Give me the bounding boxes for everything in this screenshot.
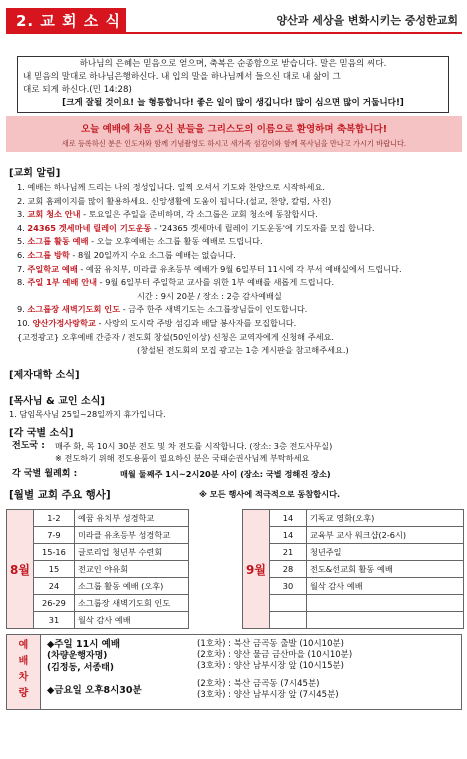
news-item	[17, 235, 457, 249]
calendar-row	[7, 578, 189, 595]
sunday-route: (3호차) : 양산 남부시장 앞 (10시15분)	[197, 661, 344, 671]
news-item-highlight: 주일 1부 예배 안내	[27, 277, 98, 288]
news-item-text: {고정광고} 오후예배 간증자 / 전도회 창설(50인이상) 신청은 교역자에게 신청해 주세요.	[17, 331, 335, 342]
news-item-highlight: 주일학교 예배	[27, 263, 78, 274]
month-label: 8월	[7, 510, 34, 629]
worship-vehicle-box	[6, 634, 462, 710]
news-item-highlight: 소그룹 활동 예배	[27, 236, 89, 247]
news-item-text: - 8월 20일까지 수요 소그룹 예배는 없습니다.	[69, 249, 236, 260]
news-item	[17, 208, 457, 222]
event-date: 15	[33, 561, 74, 578]
news-item-text: 2. 교회 홈페이지를 많이 활용하세요. 신앙생활에 도움이 됩니다.(설교, 찬양, 칼럼, 사진)	[17, 195, 332, 206]
news-item-text: - 토요일은 주일을 준비하며, 각 소그룹은 교회 청소에 동참합시다.	[80, 209, 318, 220]
news-item	[17, 290, 457, 304]
news-item-text: - 9월 6일부터 주일학교 교사를 위한 1부 예배를 새롭게 드립니다.	[97, 277, 335, 288]
news-item	[17, 344, 457, 358]
church-slogan: 양산과 세상을 변화시키는 중성한교회	[276, 14, 458, 27]
event-name: 글로리업 청년부 수련회	[74, 544, 188, 561]
friday-route: (2호차) : 북산 금곡동 (7시45분)	[197, 679, 320, 689]
seminary-heading: [제자대학 소식]	[9, 370, 80, 381]
news-item-text: - 예꿈 유치부, 미라클 유초등부 예배가 9월 6일부터 11시에 각 부서 예배실에서 드립니다.	[77, 263, 402, 274]
pastor-news-heading: [목사님 & 교인 소식]	[9, 396, 105, 407]
news-item	[17, 181, 457, 195]
calendar-row	[7, 527, 189, 544]
driver-names: (김정동, 서종태)	[47, 663, 114, 673]
event-date: 21	[269, 544, 306, 561]
news-item	[17, 249, 457, 263]
calendar-note: ※ 모든 행사에 적극적으로 동참합시다.	[199, 489, 341, 499]
event-date: 7-9	[33, 527, 74, 544]
event-date: 14	[269, 510, 306, 527]
header-divider	[126, 32, 462, 34]
calendar-row	[7, 510, 189, 527]
news-item-text: - 오늘 오후예배는 소그룹 활동 예배로 드립니다.	[88, 236, 263, 247]
friday-service-title: ◆금요일 오후8시30분	[47, 685, 142, 696]
calendar-header	[9, 487, 467, 503]
news-item-text: 9.	[17, 304, 28, 315]
news-item-text: 8.	[17, 277, 28, 288]
event-name: 교육부 교사 워크샵(2-6시)	[306, 527, 463, 544]
section-header	[6, 8, 462, 34]
verse-line: 내 믿음의 말대로 하나님은행하신다. 내 입의 말을 하나님께서 들으신 대로 내 삶이 그	[23, 72, 341, 82]
verse-affirmation: [크게 잘될 것이요! 늘 형통합니다! 좋은 일이 많이 생깁니다! 많이 심으면 많이 거둡니다!]	[62, 98, 404, 108]
news-item-text: 4.	[17, 222, 28, 233]
news-item-text: 6.	[17, 249, 28, 260]
news-item-highlight: 소그룹장 새벽기도회 인도	[27, 304, 121, 315]
event-name	[306, 595, 463, 612]
verse-line: 대로 되게 하신다.(민 14:28)	[23, 85, 132, 95]
calendar-row	[7, 544, 189, 561]
news-item-highlight: 소그룹 방학	[27, 249, 70, 260]
calendar-august	[6, 509, 189, 629]
news-item	[17, 222, 457, 236]
news-item-text: - '24365 겟세마네 릴레이 기도운동'에 기도자를 모집 합니다.	[151, 222, 375, 233]
vehicle-label-char: 배	[18, 656, 29, 667]
news-item-text: 7.	[17, 263, 28, 274]
event-name: 청년주일	[306, 544, 463, 561]
friday-route: (3호차) : 양산 남부시장 앞 (7시45분)	[197, 690, 339, 700]
event-name: 미라클 유초등부 성경학교	[74, 527, 188, 544]
calendar-row	[7, 595, 189, 612]
news-item	[17, 195, 457, 209]
vehicle-label-char: 예	[18, 640, 29, 651]
event-date: 26-29	[33, 595, 74, 612]
calendar-row	[243, 510, 464, 527]
welcome-banner	[6, 116, 462, 152]
driver-label: (차량운행자명)	[47, 651, 108, 661]
sunday-service-title: ◆주일 11시 예배	[47, 639, 121, 650]
church-news-heading: [교회 알림]	[9, 168, 61, 179]
welcome-subtitle: 새로 등록하신 분은 인도자와 함께 기념촬영도 하시고 새가족 섬김이와 함께 목사님을 만나고 가시기 바랍니다.	[61, 139, 407, 148]
calendar-row	[243, 561, 464, 578]
welcome-title: 오늘 예배에 처음 오신 분들을 그리스도의 이름으로 환영하며 축복합니다!	[80, 124, 388, 135]
calendar-row	[243, 612, 464, 629]
calendar-row	[243, 544, 464, 561]
news-item	[17, 263, 457, 277]
event-name: 전도&선교회 활동 예배	[306, 561, 463, 578]
news-item-text: 10.	[17, 317, 33, 328]
news-item	[17, 276, 457, 290]
sunday-route: (2호차) : 양산 물금 금산마을 (10시10분)	[197, 650, 353, 660]
event-date: 1-2	[33, 510, 74, 527]
calendar-row	[243, 578, 464, 595]
event-date: 14	[269, 527, 306, 544]
verse-box	[17, 56, 449, 113]
event-date: 24	[33, 578, 74, 595]
verse-line: 하나님의 은혜는 믿음으로 얻으며, 축복은 순종함으로 받습니다. 말은 믿음의 씨다.	[79, 59, 387, 69]
news-item-text: - 금주 한주 새벽기도는 소그룹장님들이 인도합니다.	[120, 304, 308, 315]
news-item-highlight: 교회 청소 안내	[27, 209, 81, 220]
event-date: 28	[269, 561, 306, 578]
news-item	[17, 331, 457, 345]
event-name: 예꿈 유치부 성경학교	[74, 510, 188, 527]
month-label: 9월	[243, 510, 270, 629]
evangelism-text: 매주 화, 목 10시 30분 전도 및 차 전도를 시작합니다. (장소: 3층 전도사무실)	[55, 441, 333, 451]
event-name: 기독교 영화(오후)	[306, 510, 463, 527]
section-title: 2. 교 회 소 식	[6, 8, 126, 34]
news-item-text: - 사랑의 도시락 주방 섬김과 배달 봉사자를 모집합니다.	[95, 317, 297, 328]
news-item	[17, 317, 457, 331]
news-item-text: 시간 : 9시 20분 / 장소 : 2층 감사예배실	[137, 290, 282, 301]
news-item-highlight: 24365 겟세마네 릴레이 기도운동	[27, 222, 152, 233]
calendar-row	[7, 561, 189, 578]
evangelism-label: 전도국 :	[12, 441, 45, 451]
event-name: 월삭 감사 예배	[74, 612, 188, 629]
monthly-meeting-label: 각 국별 월례회 :	[12, 469, 78, 479]
committee-heading: [각 국별 소식]	[9, 428, 74, 439]
calendar-row	[243, 527, 464, 544]
vehicle-label-char: 량	[18, 688, 29, 699]
event-name: 전교인 야유회	[74, 561, 188, 578]
church-news-list	[17, 181, 457, 358]
event-date: 31	[33, 612, 74, 629]
event-date	[269, 595, 306, 612]
calendar-heading: [월별 교회 주요 행사]	[9, 489, 111, 501]
event-date: 15-16	[33, 544, 74, 561]
evangelism-note: ※ 전도하기 위해 전도용품이 필요하신 분은 국태순권사님께 부탁하세요	[55, 453, 310, 463]
sunday-route: (1호차) : 북산 금곡동 출발 (10시10분)	[197, 639, 344, 649]
event-name: 소그룹 활동 예배 (오후)	[74, 578, 188, 595]
news-item-text: 3.	[17, 209, 28, 220]
news-item-text: (창설된 전도회의 모집 광고는 1층 게시판을 참고해주세요.)	[137, 345, 349, 356]
news-item-text: 5.	[17, 236, 28, 247]
event-date	[269, 612, 306, 629]
calendar-row	[243, 595, 464, 612]
calendar-september	[242, 509, 464, 629]
calendar-row	[7, 612, 189, 629]
event-date: 30	[269, 578, 306, 595]
vehicle-label-char: 차	[18, 672, 29, 683]
monthly-meeting-text: 매월 둘째주 1시~2시20분 사이 (장소: 국별 정해진 장소)	[120, 469, 331, 479]
event-name	[306, 612, 463, 629]
news-item-highlight: 양산가정사랑학교	[32, 317, 96, 328]
event-name: 소그룹장 새벽기도회 인도	[74, 595, 188, 612]
pastor-news-item: 1. 담임목사님 25일~28일까지 휴가입니다.	[9, 409, 166, 419]
event-name: 월삭 감사 예배	[306, 578, 463, 595]
vehicle-label	[7, 635, 41, 709]
news-item-text: 1. 예배는 하나님께 드리는 나의 정성입니다. 일찍 오셔서 기도와 찬양으로 시작하세요.	[17, 182, 325, 192]
news-item	[17, 303, 457, 317]
